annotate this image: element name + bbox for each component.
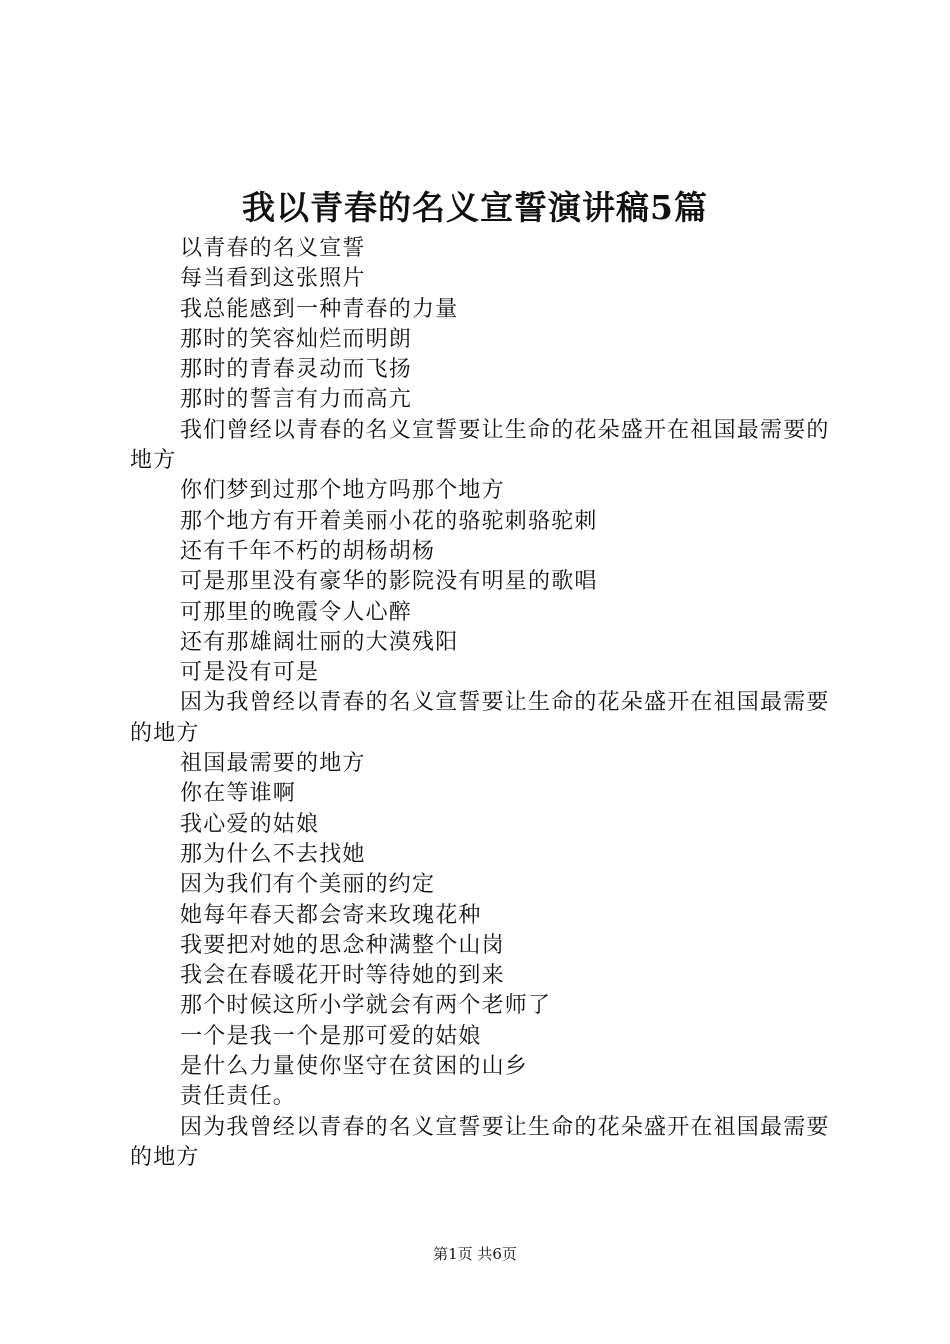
text-line: 祖国最需要的地方: [180, 751, 366, 777]
text-line: 我心爱的姑娘: [180, 811, 320, 837]
text-line: 可是那里没有豪华的影院没有明星的歌唱: [180, 569, 598, 595]
text-line: 一个是我一个是那可爱的姑娘: [180, 1023, 482, 1049]
text-paragraph: 因为我曾经以青春的名义宣誓要让生命的花朵盛开在祖国最需要的地方: [130, 1114, 830, 1170]
text-line: 我会在春暖花开时等待她的到来: [180, 963, 505, 989]
text-line: 那个时候这所小学就会有两个老师了: [180, 993, 552, 1019]
text-line: 那时的青春灵动而飞扬: [180, 357, 413, 383]
text-line: 还有那雄阔壮丽的大漠残阳: [180, 629, 459, 655]
text-line: 责任责任。: [180, 1084, 297, 1110]
text-line: 那时的誓言有力而高亢: [180, 387, 413, 413]
text-line: 以青春的名义宣誓: [180, 236, 366, 261]
text-line: 我要把对她的思念种满整个山岗: [180, 932, 505, 958]
text-paragraph: 因为我曾经以青春的名义宣誓要让生命的花朵盛开在祖国最需要的地方: [130, 690, 830, 746]
document-title: 我以青春的名义宣誓演讲稿5篇: [242, 188, 708, 227]
text-line: 因为我们有个美丽的约定: [180, 872, 436, 898]
text-line: 你们梦到过那个地方吗那个地方: [180, 478, 505, 504]
text-line: 那个地方有开着美丽小花的骆驼刺骆驼刺: [180, 508, 598, 534]
text-line: 那为什么不去找她: [180, 841, 366, 867]
text-line: 还有千年不朽的胡杨胡杨: [180, 538, 436, 564]
text-line: 每当看到这张照片: [180, 266, 366, 292]
text-paragraph: 我们曾经以青春的名义宣誓要让生命的花朵盛开在祖国最需要的地方: [130, 417, 830, 474]
text-line: 可那里的晚霞令人心醉: [180, 599, 413, 625]
page-footer: 第1页 共6页: [433, 1245, 517, 1263]
text-line: 她每年春天都会寄来玫瑰花种: [180, 902, 482, 928]
text-line: 我总能感到一种青春的力量: [180, 296, 459, 322]
text-line: 你在等谁啊: [180, 781, 297, 807]
text-line: 那时的笑容灿烂而明朗: [180, 326, 413, 352]
text-line: 是什么力量使你坚守在贫困的山乡: [180, 1054, 529, 1080]
document-body: [130, 234, 830, 1173]
text-line: 可是没有可是: [180, 660, 320, 686]
